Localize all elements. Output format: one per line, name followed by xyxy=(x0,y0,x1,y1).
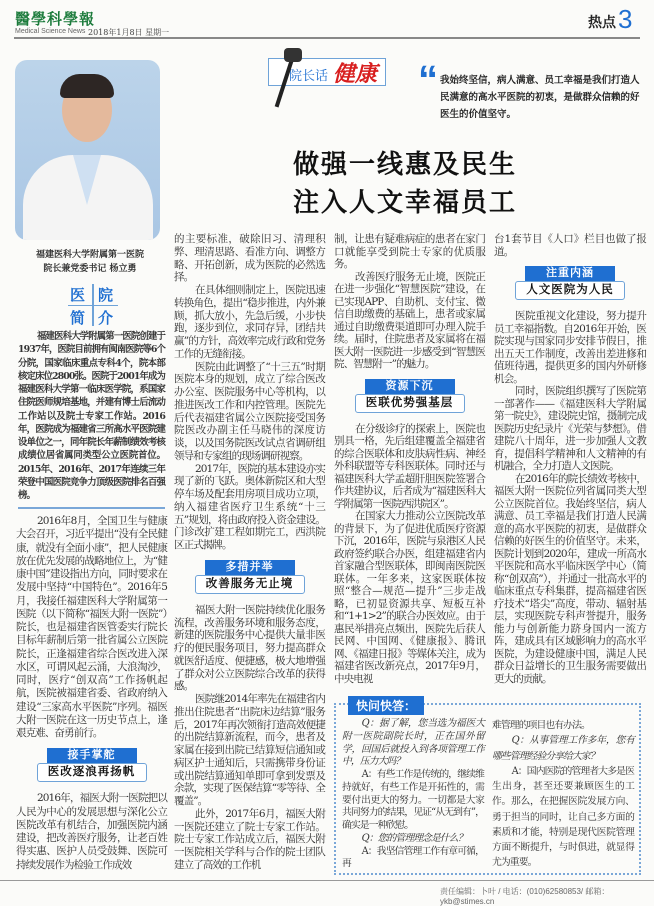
section-kicker: 多措并举 xyxy=(205,560,295,575)
paragraph: 在国家大力推动公立医院改革的背景下，为了促进优质医疗资源下沉，2016年，医院与泉港区人民政府签约联合办医，组建福建省内首家融合型医联体，即闽南医院医联体。一年多来，这家医联体按照“整合—规范—提升”三步走战略，已初显资源共享、短板互补和“1+1>2”的联合办医效应。由于惠民举措亮点频出，医院先后获人民网、中国网、《健康报》、腾讯网、《福建日报》等媒体关注，成为福建省医改新亮点，2017年9月，中央电视 xyxy=(334,510,485,685)
caption-line: 院长兼党委书记 杨立勇 xyxy=(43,264,137,274)
footer-divider xyxy=(0,880,654,881)
editor-credit: 责任编辑：卜叶 / 电话：(010)62580853/ 邮箱：ykb@stimes.cn xyxy=(440,887,610,906)
header-divider xyxy=(14,37,640,39)
page-number: 3 xyxy=(618,4,633,34)
intro-title-char: 院 xyxy=(98,287,114,304)
intro-title-char: 介 xyxy=(98,310,114,327)
article-column-2 xyxy=(174,233,325,872)
newspaper-logo: 醫學科學報 xyxy=(15,10,96,28)
section-header xyxy=(37,748,147,782)
photo-caption xyxy=(15,248,165,276)
article-column-3 xyxy=(334,233,485,685)
paragraph: 福医大附一医院持续优化服务流程，改善服务环境和服务态度，新建的医院服务中心提供大量非医疗的便民服务项目，努力提高群众就医舒适度、便捷感，极大地增强了群众对公立医院综合改革的获得感。 xyxy=(174,603,325,693)
qa-answer: A：国内医院的管理者大多是医生出身，甚至还要兼顾医生的工作。那么，在把握医院发展方向、勇于担当的同时，让自己多方面的素质和才能，特别是现代医院管理方面不断提升，与时俱进，就显得尤为重要。 xyxy=(492,765,634,869)
intro-title xyxy=(68,284,118,326)
qa-answer: A：我坚信管理工作有章可循，再 xyxy=(342,845,484,870)
qa-column-right xyxy=(492,718,634,871)
qa-title: 快问快答： xyxy=(348,696,424,715)
newspaper-name-en: Medical Science News xyxy=(15,28,86,35)
intro-title-char: 简 xyxy=(70,310,86,327)
section-title: 人文医院为人民 xyxy=(515,281,625,300)
section-title: 医联优势强基层 xyxy=(355,394,465,413)
issue-date: 2018年1月8日 星期一 xyxy=(88,28,170,37)
paragraph: 改善医疗服务无止境，医院正在进一步强化“智慧医院”建设，在已实现APP、自助机、支付宝、微信自助缴费的基础上，患者或家属通过自助缴费渠道即可办理入院手续。届时，住院患者及家属将在福医大附一医院进一步感受到“智慧医院、智慧附一”的魅力。 xyxy=(334,270,485,370)
headline xyxy=(230,145,580,221)
paragraph: 医院继2014年率先在福建省内推出住院患者“出院床边结算”服务后，2017年再次领衔打造高效便捷的出院结算新流程，而今，患者及家属在接到出院已结算短信通知或病区护士通知后，只需携带身份证或出院结算通知单即可拿到发票及余款，实现了医保结算“零等待、全覆盖”。 xyxy=(174,693,325,807)
qa-question: Q：从事管理工作多年，您有哪些管理经验分享给大家？ xyxy=(492,735,634,762)
paragraph: 台1套节目《人口》栏目也做了报道。 xyxy=(494,233,646,258)
section-kicker: 注重内涵 xyxy=(525,266,615,281)
section-title: 医改逐浪再扬帆 xyxy=(37,763,147,782)
hospital-intro: 福建医科大学附属第一医院创建于1937年，医院目前拥有闽南医院等6个分院，国家临床重点专科4个，院本部核定床位2800张。医院于2001年成为福建医科大学第一临床医学院，系国家住院医师规培基地，并建有博士后流动工作站以及院士专家工作站。2016年，医院成为福建省三所高水平医院建设单位之一，同年院长年薪制绩效考核成绩位居省属同类型公立医院首位。2015年、2016年、2017年连续三年荣登中国医院竞争力顶级医院排名百强榜。 xyxy=(18,331,165,501)
article-column-1 xyxy=(16,515,167,872)
qa-answer: A：有些工作是传统的，继续维持就好，有些工作是开拓性的，需要付出更大的努力。一切都是大家共同努力的结果，见证“从无到有”，确实是一种欣慰。 xyxy=(342,769,484,831)
section-header xyxy=(355,379,465,413)
section-header xyxy=(195,560,305,594)
banner-title: 健康 xyxy=(333,61,378,87)
paragraph: 同时，医院组织撰写了医院第一部著作——《福建医科大学附属第一院史》，建设院史馆，摄制完成医院历史纪录片《光荣与梦想》。借建院八十周年，进一步加强人文教育，提倡科学精神和人文精神的有机融合，全力打造人文医院。 xyxy=(494,385,646,472)
paragraph: 在2016年的院长绩效考核中，福医大附一医院位列省属同类大型公立医院首位。我始终坚信，病人满意、员工幸福是我们打造人民满意的高水平医院的初衷，是做群众信赖的好医生的价值坚守。未来，医院计划到2020年，建成一所高水平医院和高水平临床医学中心（简称“创双高”），并通过一批高水平的临床重点专科集群，提高福建省医疗技术“塔尖”高度，带动、辐射基层，实现医院专科声誉提升，服务能力与创新能力跻身国内一流方阵，建成具有区域影响力的高水平医院，为建设健康中国，满足人民群众日益增长的卫生服务需要做出更大的贡献。 xyxy=(494,472,646,685)
pull-quote: 我始终坚信，病人满意、员工幸福是我们打造人民满意的高水平医院的初衷，是做群众信赖的好医生的价值坚守。 xyxy=(440,75,640,120)
article-column-4 xyxy=(494,233,646,685)
section-title: 改善服务无止境 xyxy=(195,575,305,594)
intro-divider xyxy=(18,507,165,509)
paragraph: 在分级诊疗的探索上，医院也别具一格，先后组建覆盖全福建省的综合医联体和皮肤病性病、神经外科联盟等专科医联体。同时还与福建医科大学孟超肝胆医院签署合作共建协议，后者成为“福建医科大学附属第一医院西洪院区”。 xyxy=(334,422,485,510)
section-kicker: 资源下沉 xyxy=(365,379,455,394)
banner-label: 院长话 xyxy=(289,68,329,83)
section-header xyxy=(515,266,625,300)
microphone-head-icon xyxy=(284,48,302,62)
paragraph: 2016年，福医大附一医院把以人民为中心的发展思想与深化公立医院改革有机结合，加强医院内涵建设，把改善医疗服务，让老百姓得实惠、医护人员受鼓舞、医院可持续发展作为检验工作成效 xyxy=(16,792,167,871)
paragraph: 在具体细则制定上，医院迅速转换角色，提出“稳步推进，内外兼顾，抓大放小，先急后缓，小步快跑，逐步到位，求同存异，团结共赢”的方针，高效率完成行政和党务工作的无缝衔接。 xyxy=(174,284,325,360)
quote-mark-icon: “ xyxy=(418,58,438,102)
paragraph: 制，让患有疑难病症的患者在家门口就能享受到院士专家的优质服务。 xyxy=(334,233,485,270)
portrait-photo xyxy=(15,60,160,240)
intro-title-char: 医 xyxy=(70,287,86,304)
headline-line: 做强一线惠及民生 xyxy=(292,149,517,179)
caption-line: 福建医科大学附属第一医院 xyxy=(35,250,144,260)
headline-line: 注入人文幸福员工 xyxy=(292,187,517,217)
section-name: 热点 xyxy=(588,14,616,30)
paragraph: 此外，2017年6月，福医大附一医院还建立了院士专家工作站。院士专家工作站成立后，福医大附一医院相关学科与合作的院士团队建立了高效的工作机 xyxy=(174,807,325,871)
paragraph: 2016年8月，全国卫生与健康大会召开，习近平提出“没有全民健康，就没有全面小康”，把人民健康放在优先发展的战略地位上，为“健康中国”建设指出方向，同时要求在发展中坚持“中国特色”。2016年5月，我接任福建医科大学附属第一医院（以下简称“福医大附一医院”）院长，也是福建省医管委实行院长目标年薪制后第一批省属公立医院院长，正逢福建省综合医改进入深水区，可谓风起云涌，大浪淘沙，同时，医疗“创双高”工作扬帆起航，医院被福建省委、省政府纳入建设“三家高水平医院”序列。福医大附一医院在这一历史节点上，逢艰克难、奋勇前行。 xyxy=(16,515,167,739)
qa-question: Q：据了解，您当选为福医大附一医院副院长时，正在国外留学，回国后就投入到各项管理工作中，压力大吗？ xyxy=(342,718,484,768)
paragraph: 2017年，医院的基本建设亦实现了新的飞跃。奥体新院区和大型停车场及配套用房项目成功立项，纳入福建省医疗卫生系统“十三五”规划，将由政府投入资金建设。门诊改扩建工程如期完工，西洪院区正式揭牌。 xyxy=(174,462,325,551)
section-kicker: 接手掌舵 xyxy=(47,748,137,763)
paragraph: 医院重视文化建设，努力提升员工幸福指数。自2016年开始，医院实现与国家同步安排节假日，推出五天工作制度，改善出差进修和值班待遇，提供更多的国内外研修机会。 xyxy=(494,310,646,385)
qa-answer: 难管理的项目也有办法。 xyxy=(492,720,590,731)
qa-question: Q：您的管理理念是什么？ xyxy=(361,832,467,844)
paragraph: 的主要标准，破除旧习、清理积弊、理清思路、看准方向、调整方略、开拓创新，成为医院的必然选择。 xyxy=(174,233,325,284)
paragraph: 医院由此调整了“十三五”时期医院本身的规划，成立了综合医改办公室、医院服务中心等机构，以推进医改工作和内控管理。医院先后代表福建省属公立医院接受国务院医改办副主任马晓伟的深度访谈，以及国务院医改试点省调研组领导和专家组的现场调研视察。 xyxy=(174,360,325,462)
qa-column-left xyxy=(342,718,484,871)
